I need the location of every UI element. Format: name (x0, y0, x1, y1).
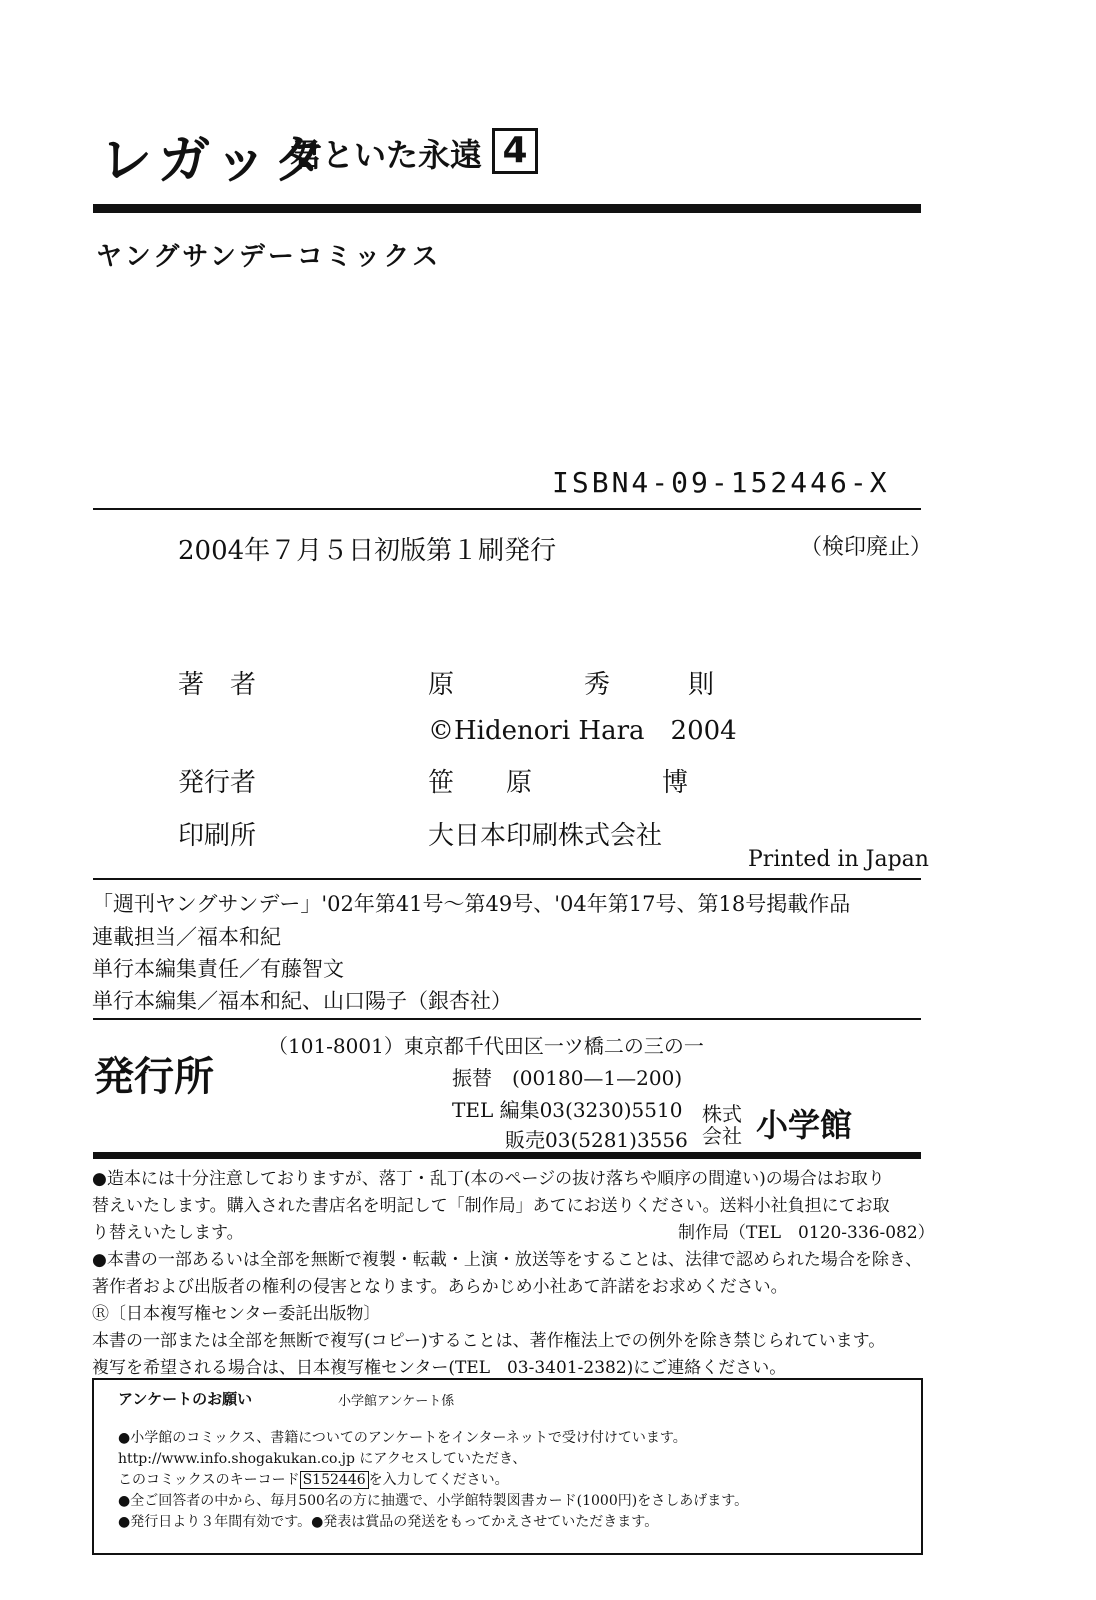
publication-date: 2004年７月５日初版第１刷発行 (178, 536, 557, 566)
printer-label: 印刷所 (178, 821, 257, 851)
survey-keycode: S152446 (300, 1471, 369, 1489)
survey-heading: アンケートのお願い (118, 1390, 253, 1408)
publisher-address: （101-8001）東京都千代田区一ツ橋二の三の一 (268, 1034, 704, 1058)
kaisha-label: 会社 (702, 1124, 742, 1148)
issuer-name: 笹 原 博 (428, 768, 689, 798)
notice-line: り替えいたします。 (92, 1223, 244, 1243)
issuer-label: 発行者 (178, 768, 257, 798)
publisher-transfer: 振替 (00180—1—200) (452, 1066, 683, 1090)
isbn-rule (93, 508, 921, 510)
notice-line: 本書の一部または全部を無断で複写(コピー)することは、著作権法上での例外を除き禁じられています。 (92, 1331, 886, 1351)
notice-line: ●本書の一部あるいは全部を無断で複製・転載・上演・放送等をすることは、法律で認められた場合を除き、 (92, 1250, 923, 1270)
imprint-label: ヤングサンデーコミックス (96, 242, 442, 272)
kabushiki-label: 株式 (702, 1102, 742, 1126)
survey-dept: 小学館アンケート係 (338, 1394, 455, 1409)
survey-line: ●発行日より３年間有効です。●発表は賞品の発送をもってかえさせていただきます。 (118, 1514, 659, 1530)
notice-line: 替えいたします。購入された書店名を明記して「制作局」あてにお送りください。送料小社負担にてお取 (92, 1196, 890, 1216)
publisher-tel-editorial: TEL 編集03(3230)5510 (452, 1098, 683, 1122)
survey-keycode-prefix: このコミックスのキーコード (118, 1472, 300, 1488)
volume-number: 4 (492, 128, 538, 174)
isbn: ISBN4-09-152446-X (552, 466, 890, 499)
book-editor-lead: 単行本編集責任／有藤智文 (92, 957, 344, 981)
serial-source: 「週刊ヤングサンデー」'02年第41号〜第49号、'04年第17号、第18号掲載作品 (92, 892, 851, 916)
survey-line: ●全ご回答者の中から、毎月500名の方に抽選で、小学館特製図書カード(1000円)をさしあげます。 (118, 1493, 749, 1509)
publisher-label: 発行所 (94, 1054, 214, 1100)
credits-rule (93, 878, 921, 880)
serial-rule (93, 1018, 921, 1020)
book-subtitle: 君といた永遠 (290, 136, 483, 174)
production-contact: 制作局（TEL 0120-336-082） (678, 1223, 935, 1243)
publisher-name: 小学館 (756, 1106, 853, 1144)
author-label: 著 者 (178, 670, 257, 700)
copyright-line: ©Hidenori Hara 2004 (428, 716, 737, 746)
printer-name: 大日本印刷株式会社 (428, 821, 663, 851)
seal-note: （検印廃止） (800, 535, 933, 560)
survey-line: ●小学館のコミックス、書籍についてのアンケートをインターネットで受け付けています。 (118, 1430, 687, 1446)
notice-line: 複写を希望される場合は、日本複写権センター(TEL 03-3401-2382)にご連絡ください。 (92, 1358, 787, 1378)
survey-keycode-suffix: を入力してください。 (368, 1472, 509, 1488)
book-editors: 単行本編集／福本和紀、山口陽子（銀杏社） (92, 989, 512, 1013)
printed-in: Printed in Japan (748, 847, 929, 872)
publisher-tel-sales: 販売03(5281)3556 (505, 1128, 688, 1152)
serial-editor: 連載担当／福本和紀 (92, 925, 281, 949)
title-rule (93, 204, 921, 213)
notice-line: ●造本には十分注意しておりますが、落丁・乱丁(本のページの抜け落ちや順序の間違い)の場合はお取り (92, 1169, 885, 1189)
survey-keycode-line (118, 1469, 509, 1489)
notice-line: 著作者および出版者の権利の侵害となります。あらかじめ小社あて許諾をお求めください。 (92, 1277, 788, 1297)
book-title: レガッタ (100, 131, 331, 191)
publisher-rule (93, 1152, 921, 1159)
author-name: 原 秀 則 (428, 670, 715, 700)
copyright-center-mark: Ⓡ〔日本複写権センター委託出版物〕 (92, 1304, 381, 1324)
survey-url: http://www.info.shogakukan.co.jp にアクセスしていただき、 (118, 1451, 527, 1467)
